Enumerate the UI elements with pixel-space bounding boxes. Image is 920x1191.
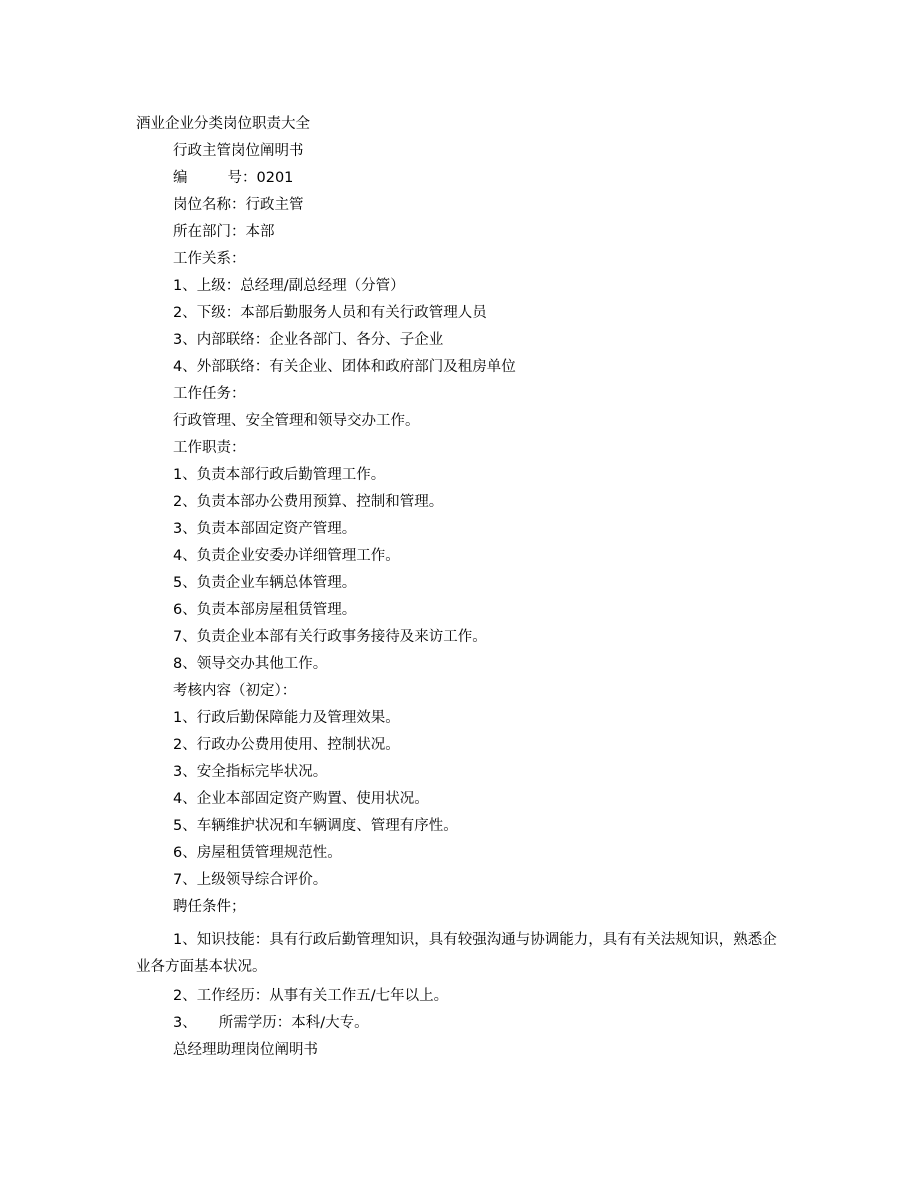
conditions-heading: 聘任条件； [173,899,246,915]
relation-item: 4、外部联络：有关企业、团体和政府部门及租房单位 [173,359,516,375]
duty-item: 5、负责企业车辆总体管理。 [173,575,357,591]
section-title: 行政主管岗位阐明书 [173,143,304,159]
duty-item: 3、负责本部固定资产管理。 [173,521,357,537]
number-label-b: 号：0201 [227,170,294,186]
tasks-heading: 工作任务： [173,386,246,402]
assessment-heading: 考核内容（初定）： [173,683,297,699]
duty-item: 4、负责企业安委办详细管理工作。 [173,548,400,564]
condition-text: 所需学历：本科/大专。 [218,1015,369,1031]
duty-item: 2、负责本部办公费用预算、控制和管理。 [173,494,444,510]
duty-item: 1、负责本部行政后勤管理工作。 [173,467,386,483]
condition-item: 1、知识技能：具有行政后勤管理知识，具有较强沟通与协调能力，具有有关法规知识，熟悉企业各方面基本状况。 [136,932,777,975]
number-line [173,169,293,187]
assessment-item: 3、安全指标完毕状况。 [173,764,328,780]
number-label-a: 编 [173,170,188,186]
next-section-title: 总经理助理岗位阐明书 [173,1042,318,1058]
relation-item: 3、内部联络：企业各部门、各分、子企业 [173,332,444,348]
condition-item: 2、工作经历：从事有关工作五/七年以上。 [173,988,449,1004]
assessment-item: 4、企业本部固定资产购置、使用状况。 [173,791,429,807]
assessment-item: 5、车辆维护状况和车辆调度、管理有序性。 [173,818,458,834]
tasks-text: 行政管理、安全管理和领导交办工作。 [173,413,420,429]
duty-item: 8、领导交办其他工作。 [173,656,328,672]
condition-item [173,1014,369,1032]
relations-heading: 工作关系： [173,251,246,267]
condition-number: 3、 [173,1015,197,1031]
assessment-item: 7、上级领导综合评价。 [173,872,328,888]
duties-heading: 工作职责： [173,440,246,456]
assessment-item: 1、行政后勤保障能力及管理效果。 [173,710,400,726]
department: 所在部门：本部 [173,224,275,240]
assessment-item: 6、房屋租赁管理规范性。 [173,845,342,861]
assessment-item: 2、行政办公费用使用、控制状况。 [173,737,400,753]
duty-item: 6、负责本部房屋租赁管理。 [173,602,357,618]
relation-item: 2、下级：本部后勤服务人员和有关行政管理人员 [173,305,487,321]
post-name: 岗位名称：行政主管 [173,197,304,213]
document-title: 酒业企业分类岗位职责大全 [136,116,310,132]
relation-item: 1、上级：总经理/副总经理（分管） [173,278,405,294]
duty-item: 7、负责企业本部有关行政事务接待及来访工作。 [173,629,487,645]
